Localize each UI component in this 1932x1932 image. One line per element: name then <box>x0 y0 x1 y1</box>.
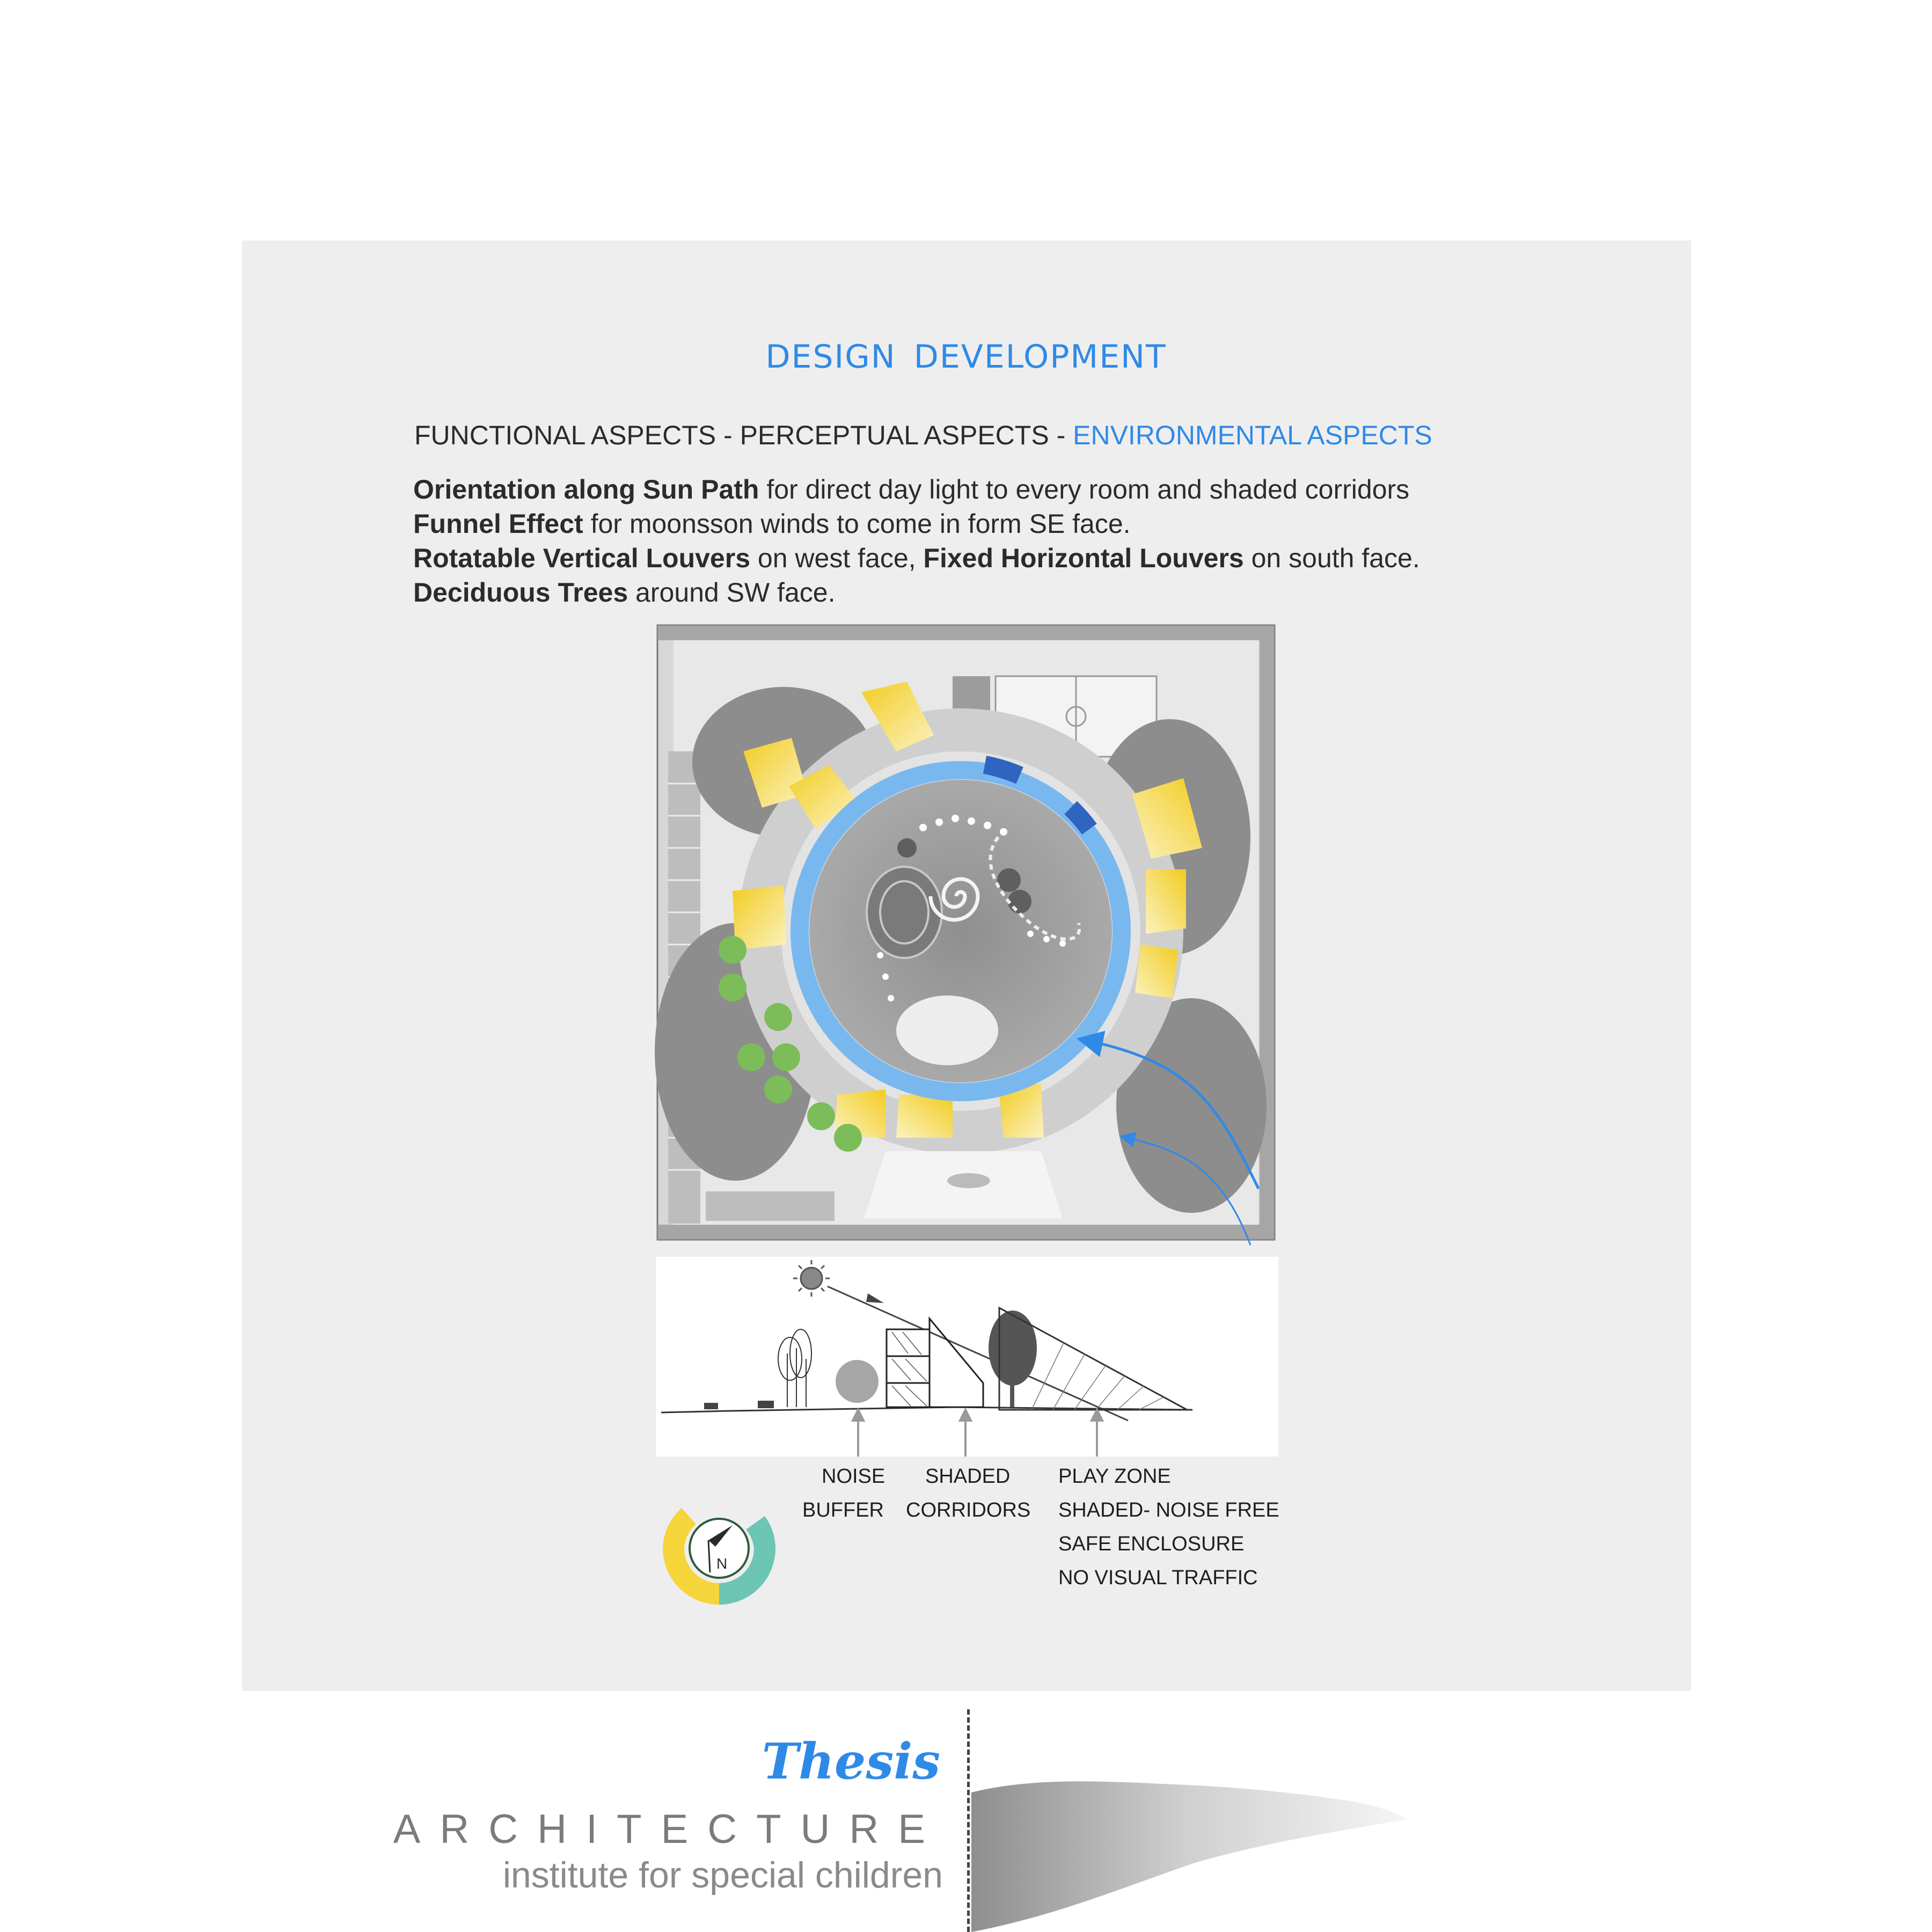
functional-aspects: FUNCTIONAL ASPECTS - <box>414 420 740 450</box>
environmental-aspects: ENVIRONMENTAL ASPECTS <box>1073 420 1432 450</box>
section-sketch <box>656 1257 1278 1457</box>
footer-divider <box>967 1709 970 1932</box>
perceptual-aspects: PERCEPTUAL ASPECTS - <box>740 420 1073 450</box>
ink-wash-decoration <box>971 1755 1411 1932</box>
point-funnel-effect: Funnel Effect for moonsson winds to come in form SE face. <box>413 509 1131 539</box>
compass-icon <box>657 1487 781 1610</box>
label-noise-buffer: NOISE BUFFER <box>802 1465 885 1521</box>
institute-subtitle: institute for special children <box>502 1855 943 1896</box>
point-sun-path: Orientation along Sun Path for direct day light to every room and shaded corridors <box>413 474 1410 504</box>
page-title: DESIGN DEVELOPMENT <box>765 338 1167 376</box>
aspects-heading <box>414 420 1432 451</box>
point-deciduous-trees: Deciduous Trees around SW face. <box>413 577 836 608</box>
thesis-heading: Thesis <box>762 1732 940 1790</box>
point-louvers: Rotatable Vertical Louvers on west face, Fixed Horizontal Louvers on south face. <box>413 543 1420 573</box>
label-play-zone: PLAY ZONE SHADED- NOISE FREE SAFE ENCLOSURE NO VISUAL TRAFFIC <box>1058 1465 1279 1589</box>
architecture-label: ARCHITECTURE <box>393 1806 945 1852</box>
site-plan <box>655 623 1280 1250</box>
label-shaded-corridors: SHADED CORRIDORS <box>906 1465 1031 1521</box>
compass-north-letter: N <box>716 1555 728 1572</box>
design-points <box>413 472 1420 610</box>
